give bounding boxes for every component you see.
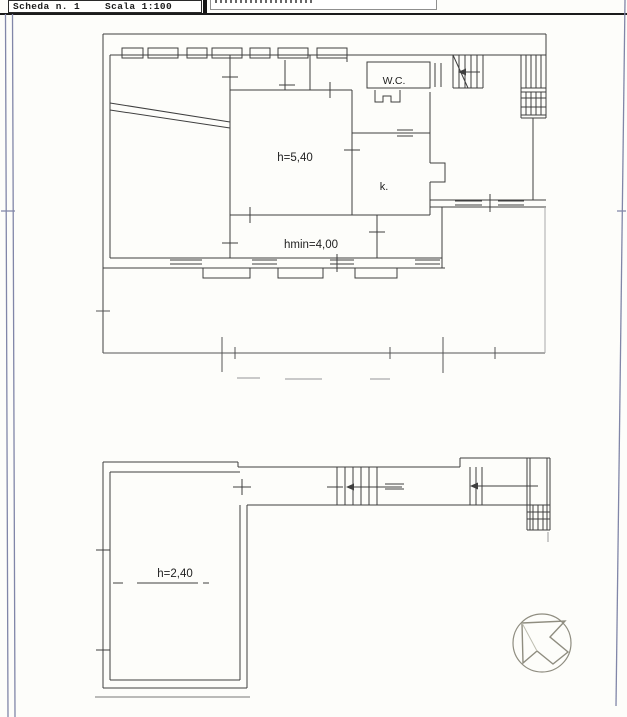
lower-stair-arrow-2: [470, 483, 538, 490]
lower-stair-flight-1: [337, 467, 404, 505]
faint-text-remnant: [237, 378, 390, 379]
upper-top-windows: [122, 48, 347, 58]
room-label-kitchen: k.: [379, 181, 389, 193]
right-appendix-stairs: [521, 55, 546, 118]
upper-door-ticks: [222, 77, 490, 272]
left-border-lines: [6, 14, 16, 717]
room-label-wc: W.C.: [382, 75, 406, 87]
room-label-main-height: h=5,40: [277, 152, 313, 164]
upper-outer-walls: [103, 34, 546, 353]
room-label-min-height: hmin=4,00: [283, 239, 339, 251]
scale-label: Scala 1:100: [105, 1, 173, 12]
right-border-line: [616, 0, 625, 706]
lower-corridor-walls: [238, 458, 550, 505]
page-border: [1, 0, 626, 717]
room-label-lower-height: h=2,40: [157, 568, 193, 580]
upper-bottom-windows: [170, 260, 440, 278]
upper-partitions: [230, 55, 445, 258]
upper-diagonal-walls: [110, 55, 468, 128]
sheet-number-label: Scheda n. 1: [13, 1, 81, 12]
north-compass-icon: [513, 614, 571, 672]
upper-floor-plan: [96, 34, 546, 373]
lower-right-stair-block: [527, 458, 550, 530]
right-wing-wall: [430, 200, 546, 207]
courtyard-boundary: [96, 311, 545, 373]
